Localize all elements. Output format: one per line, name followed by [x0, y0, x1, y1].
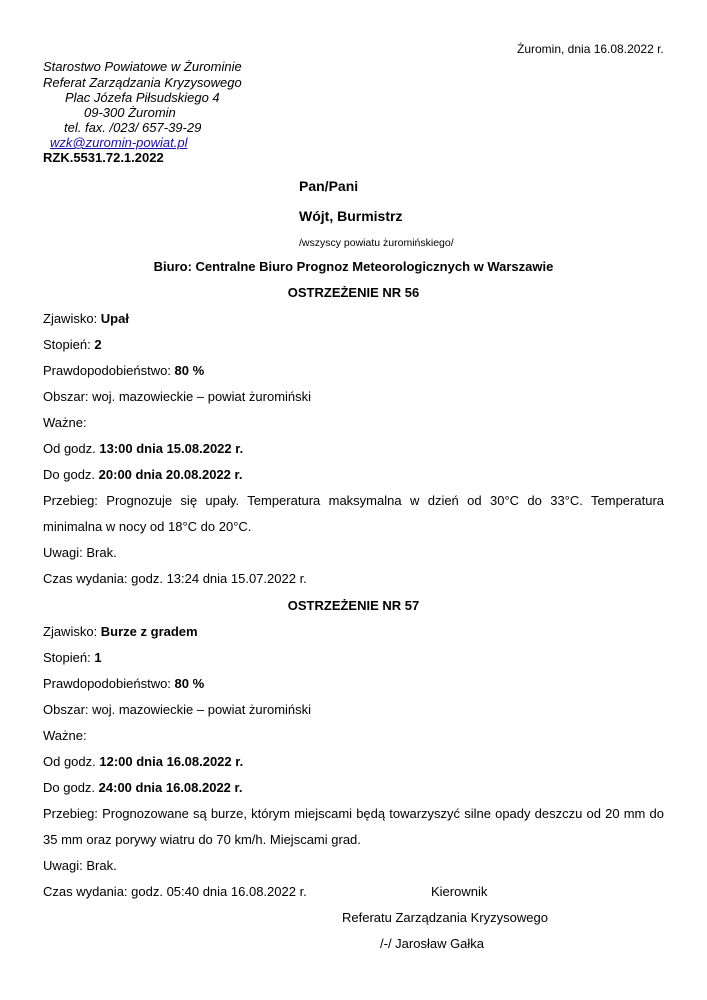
to-label: Do godz. — [43, 780, 99, 795]
warning-56-probability — [43, 363, 204, 378]
recipient-salutation: Pan/Pani — [299, 178, 359, 194]
warning-57-valid-label: Ważne: — [43, 728, 87, 743]
sender-department: Referat Zarządzania Kryzysowego — [43, 75, 242, 90]
degree-label: Stopień: — [43, 650, 95, 665]
degree-value: 2 — [94, 337, 102, 352]
signature-name: /-/ Jarosław Gałka — [380, 936, 485, 951]
to-value: 20:00 dnia 20.08.2022 r. — [98, 467, 243, 482]
warning-56-issued: Czas wydania: godz. 13:24 dnia 15.07.2022 r. — [43, 571, 307, 586]
signature-title: Kierownik — [431, 884, 488, 899]
phenomenon-label: Zjawisko: — [43, 624, 101, 639]
warning-57-course-line1: Przebieg: Prognozowane są burze, którym miejscami będą towarzyszyć silne opady deszczu od 20 mm do — [43, 806, 664, 821]
warning-57-remarks: Uwagi: Brak. — [43, 858, 117, 873]
sender-office: Starostwo Powiatowe w Żurominie — [43, 59, 242, 74]
warning-56-from — [43, 441, 243, 456]
warning-56-valid-label: Ważne: — [43, 415, 87, 430]
warning-57-title: OSTRZEŻENIE NR 57 — [287, 598, 420, 613]
sender-postcode: 09-300 Żuromin — [84, 105, 176, 120]
sender-phone: tel. fax. /023/ 657-39-29 — [64, 120, 202, 135]
warning-57-probability — [43, 676, 204, 691]
recipient-scope: /wszyscy powiatu żuromińskiego/ — [299, 237, 454, 249]
warning-56-degree — [43, 337, 102, 352]
warning-57-issued: Czas wydania: godz. 05:40 dnia 16.08.2022 r. — [43, 884, 307, 899]
to-label: Do godz. — [43, 467, 99, 482]
warning-56-course-line1: Przebieg: Prognozuje się upały. Temperatura maksymalna w dzień od 30°C do 33°C. Temperatura — [43, 493, 664, 508]
sender-street: Plac Józefa Piłsudskiego 4 — [65, 90, 220, 105]
probability-label: Prawdopodobieństwo: — [43, 676, 175, 691]
warning-57-to — [43, 780, 242, 795]
to-value: 24:00 dnia 16.08.2022 r. — [98, 780, 243, 795]
probability-value: 80 % — [174, 363, 205, 378]
warning-56-area: Obszar: woj. mazowieckie – powiat żuromiński — [43, 389, 312, 404]
date-line: Żuromin, dnia 16.08.2022 r. — [517, 42, 664, 56]
probability-label: Prawdopodobieństwo: — [43, 363, 175, 378]
phenomenon-label: Zjawisko: — [43, 311, 101, 326]
warning-57-area: Obszar: woj. mazowieckie – powiat żuromiński — [43, 702, 312, 717]
phenomenon-value: Burze z gradem — [100, 624, 198, 639]
recipient-title: Wójt, Burmistrz — [299, 208, 403, 224]
bureau-line: Biuro: Centralne Biuro Prognoz Meteorologicznych w Warszawie — [153, 259, 554, 274]
warning-57-degree — [43, 650, 102, 665]
signature-department: Referatu Zarządzania Kryzysowego — [342, 910, 548, 925]
warning-56-phenomenon — [43, 311, 129, 326]
phenomenon-value: Upał — [100, 311, 129, 326]
warning-56-course-line2: minimalna w nocy od 18°C do 20°C. — [43, 519, 252, 534]
probability-value: 80 % — [174, 676, 205, 691]
reference-number: RZK.5531.72.1.2022 — [43, 150, 164, 165]
from-value: 12:00 dnia 16.08.2022 r. — [99, 754, 244, 769]
warning-56-remarks: Uwagi: Brak. — [43, 545, 117, 560]
degree-value: 1 — [94, 650, 102, 665]
sender-email-link[interactable]: wzk@zuromin-powiat.pl — [50, 135, 188, 150]
from-label: Od godz. — [43, 754, 100, 769]
warning-57-from — [43, 754, 243, 769]
warning-56-title: OSTRZEŻENIE NR 56 — [287, 285, 420, 300]
warning-57-course-line2: 35 mm oraz porywy wiatru do 70 km/h. Miejscami grad. — [43, 832, 361, 847]
from-label: Od godz. — [43, 441, 100, 456]
from-value: 13:00 dnia 15.08.2022 r. — [99, 441, 244, 456]
warning-56-to — [43, 467, 242, 482]
warning-57-phenomenon — [43, 624, 198, 639]
degree-label: Stopień: — [43, 337, 95, 352]
